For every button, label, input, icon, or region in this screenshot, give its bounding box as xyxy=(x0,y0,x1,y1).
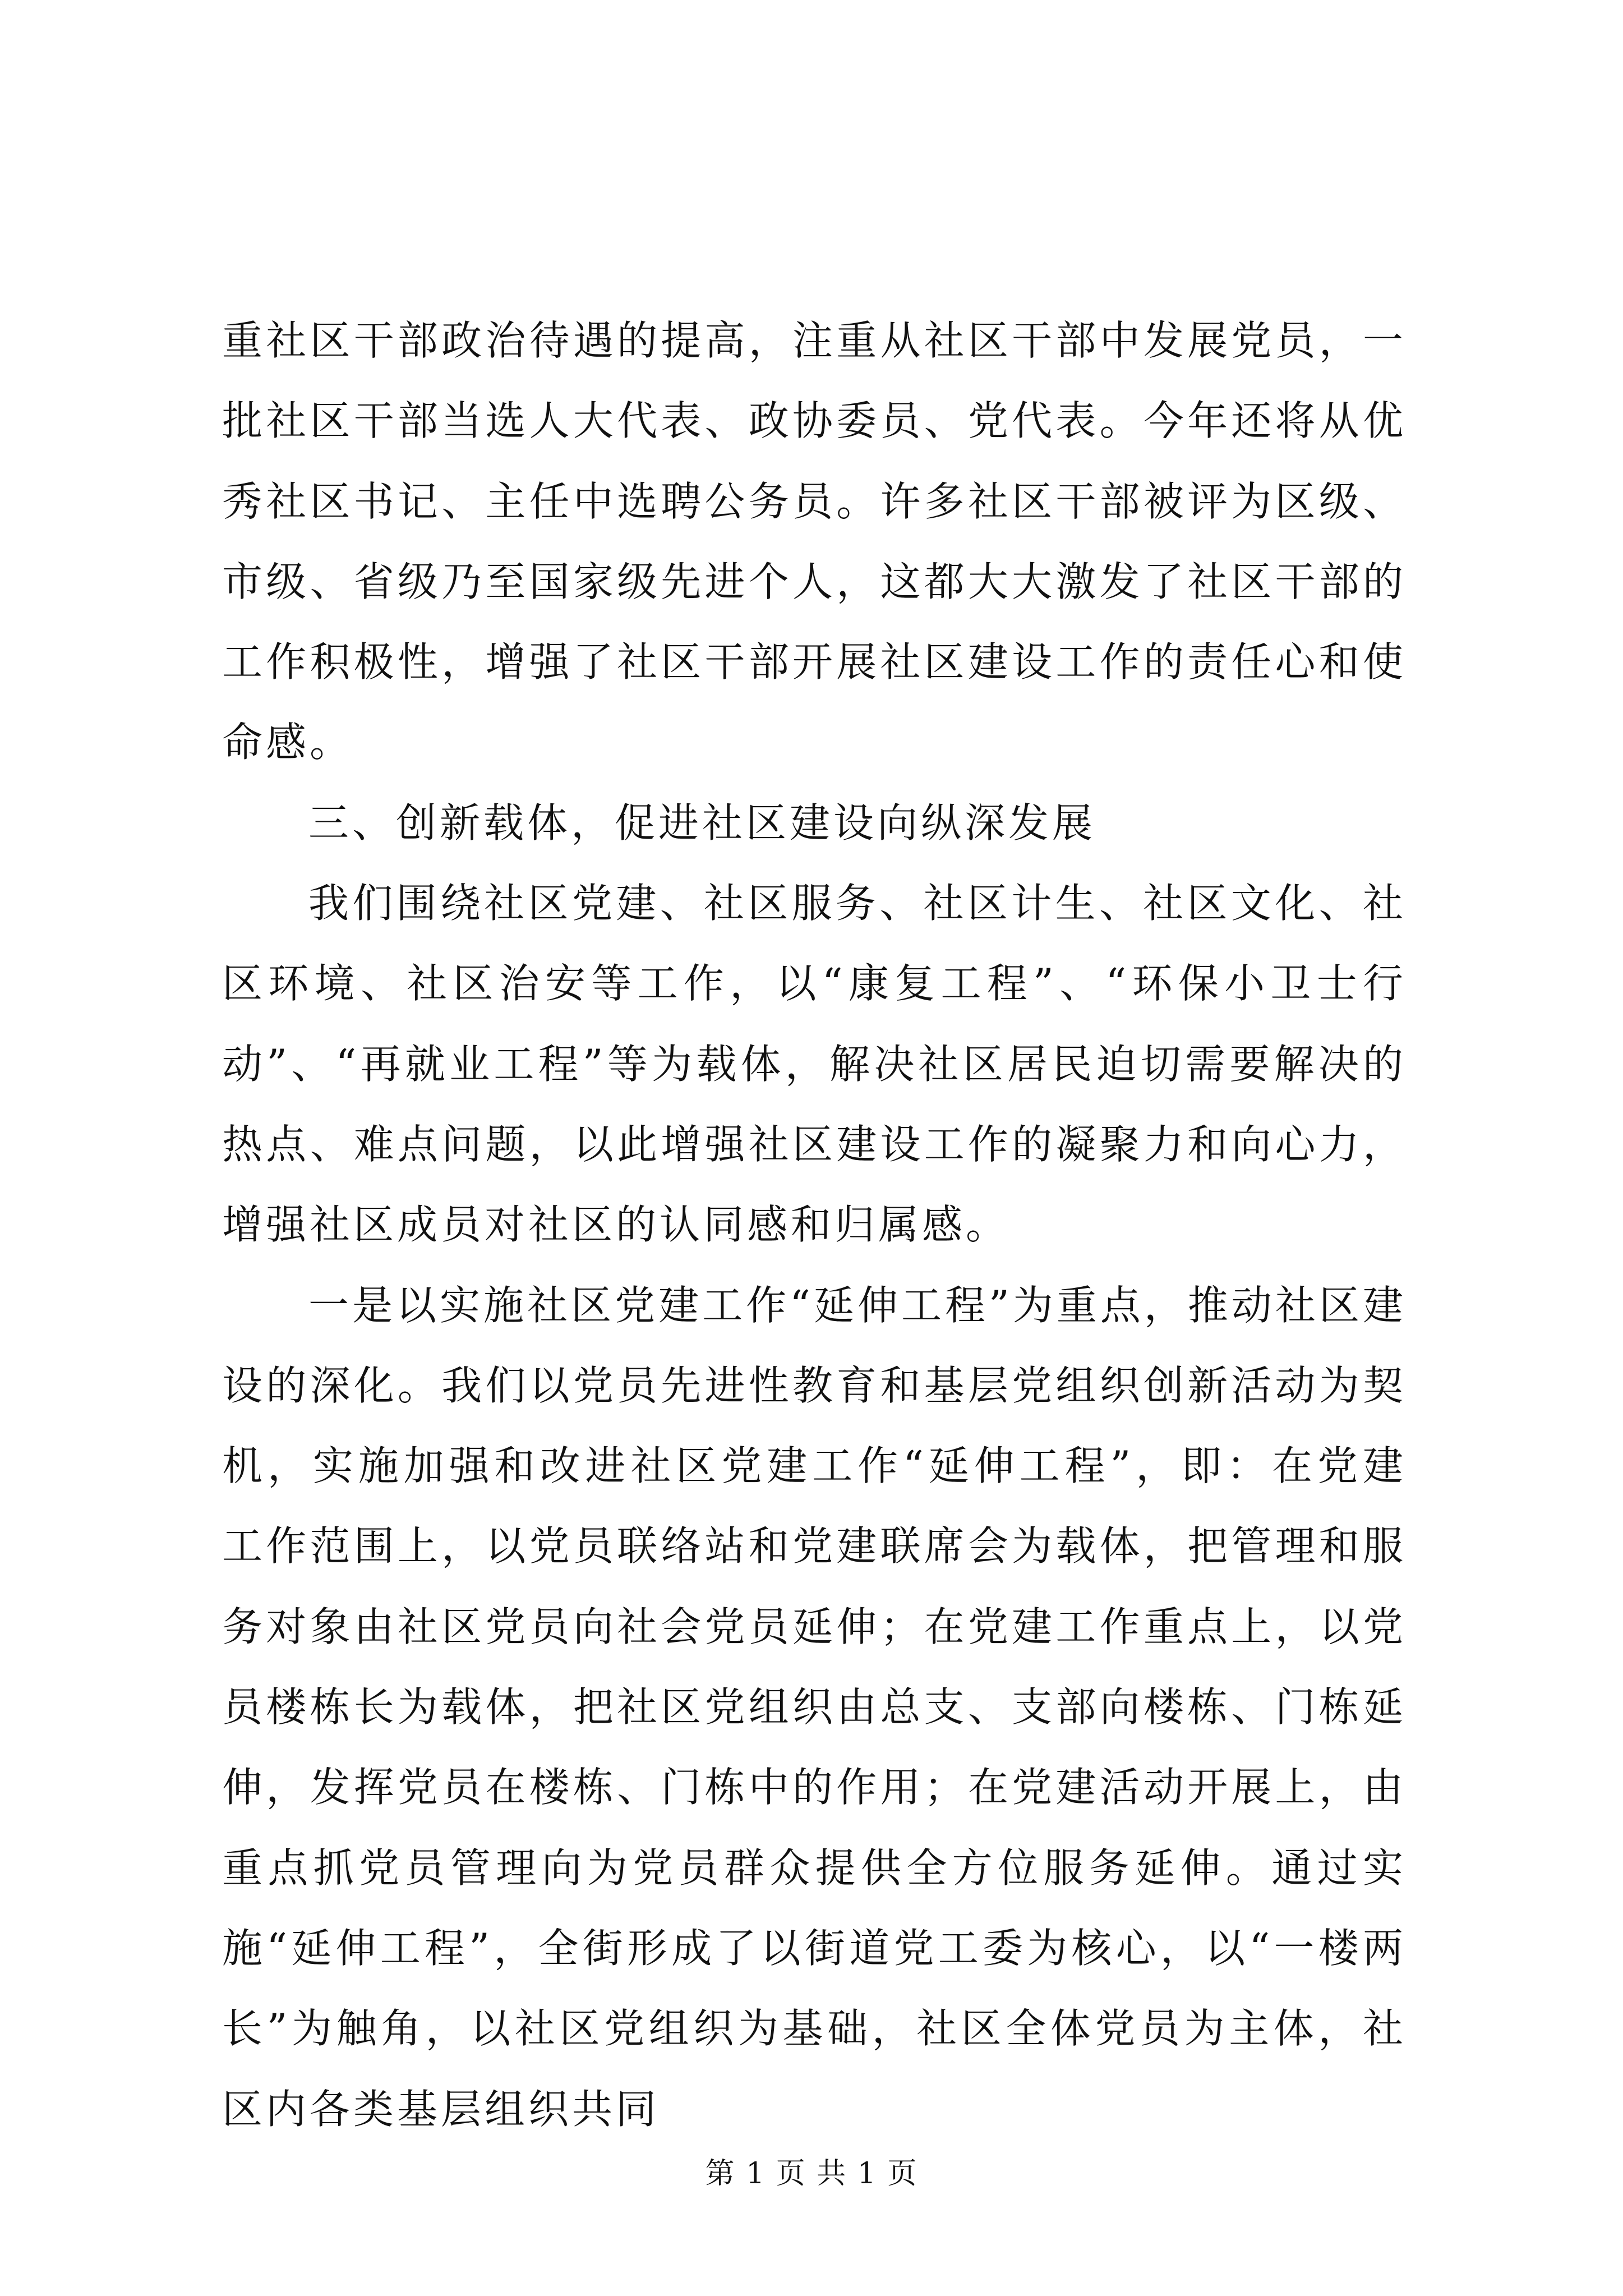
document-body xyxy=(222,301,1407,2150)
paragraph: 一是以实施社区党建工作“延伸工程”为重点，推动社区建设的深化。我们以党员先进性教育和基层党组织创新活动为契机，实施加强和改进社区党建工作“延伸工程”，即：在党建工作范围上，以党员联络站和党建联席会为载体，把管理和服务对象由社区党员向社会党员延伸；在党建工作重点上，以党员楼栋长为载体，把社区党组织由总支、支部向楼栋、门栋延伸，发挥党员在楼栋、门栋中的作用；在党建活动开展上，由重点抓党员管理向为党员群众提供全方位服务延伸。通过实施“延伸工程”，全街形成了以街道党工委为核心，以“一楼两长”为触角，以社区党组织为基础，社区全体党员为主体，社区内各类基层组织共同 xyxy=(222,1281,1407,2133)
section-heading: 三、创新载体，促进社区建设向纵深发展 xyxy=(308,799,1096,846)
paragraph-continuation: 重社区干部政治待遇的提高，注重从社区干部中发展党员，一批社区干部当选人大代表、政协委员、党代表。今年还将从优秀社区书记、主任中选聘公务员。许多社区干部被评为区级、市级、省级乃至国家级先进个人，这都大大激发了社区干部的工作积极性，增强了社区干部开展社区建设工作的责任心和使命感。 xyxy=(222,317,1407,766)
page-number-footer: 第 1 页 共 1 页 xyxy=(705,2157,918,2191)
paragraph: 我们围绕社区党建、社区服务、社区计生、社区文化、社区环境、社区治安等工作，以“康复工程”、“环保小卫士行动”、“再就业工程”等为载体，解决社区居民迫切需要解决的热点、难点问题，以此增强社区建设工作的凝聚力和向心力，增强社区成员对社区的认同感和归属感。 xyxy=(222,880,1407,1249)
